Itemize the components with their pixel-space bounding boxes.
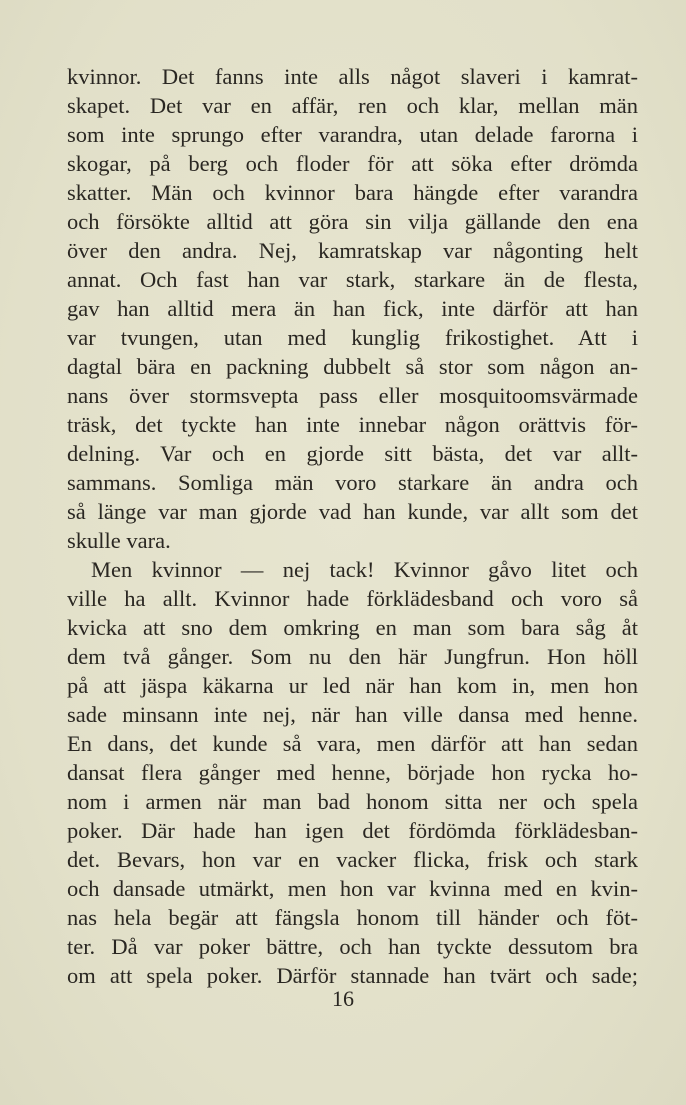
text-line: kvinnor. Det fanns inte alls något slaveri i kamrat- bbox=[67, 64, 638, 89]
text-line: skogar, på berg och floder för att söka efter drömda bbox=[67, 151, 638, 176]
text-line: nas hela begär att fängsla honom till händer och föt- bbox=[67, 905, 638, 930]
text-line: delning. Var och en gjorde sitt bästa, det var allt- bbox=[67, 441, 638, 466]
text-line: nom i armen när man bad honom sitta ner och spela bbox=[67, 789, 638, 814]
text-line: dansat flera gånger med henne, började hon rycka ho- bbox=[67, 760, 638, 785]
text-line: ter. Då var poker bättre, och han tyckte dessutom bra bbox=[67, 934, 638, 959]
text-line: så länge var man gjorde vad han kunde, var allt som det bbox=[67, 499, 638, 524]
text-line: En dans, det kunde så vara, men därför att han sedan bbox=[67, 731, 638, 756]
text-line: skatter. Män och kvinnor bara hängde efter varandra bbox=[67, 180, 638, 205]
text-line: träsk, det tyckte han inte innebar någon orättvis för- bbox=[67, 412, 638, 437]
text-line: om att spela poker. Därför stannade han tvärt och sade; bbox=[67, 963, 638, 988]
text-line: annat. Och fast han var stark, starkare än de flesta, bbox=[67, 267, 638, 292]
text-line: över den andra. Nej, kamratskap var någonting helt bbox=[67, 238, 638, 263]
text-line: dem två gånger. Som nu den här Jungfrun. Hon höll bbox=[67, 644, 638, 669]
page-number: 16 bbox=[332, 986, 354, 1011]
text-line: det. Bevars, hon var en vacker flicka, frisk och stark bbox=[67, 847, 638, 872]
paragraph-end-line: skulle vara. bbox=[67, 528, 171, 553]
text-line: kvicka att sno dem omkring en man som bara såg åt bbox=[67, 615, 638, 640]
text-line: var tvungen, utan med kunglig frikostighet. Att i bbox=[67, 325, 638, 350]
paragraph-start-line: Men kvinnor — nej tack! Kvinnor gåvo litet och bbox=[91, 557, 638, 582]
text-line: som inte sprungo efter varandra, utan delade farorna i bbox=[67, 122, 638, 147]
text-line: ville ha allt. Kvinnor hade förklädesband och voro så bbox=[67, 586, 638, 611]
text-line: nans över stormsvepta pass eller mosquitoomsvärmade bbox=[67, 383, 638, 408]
body-text bbox=[67, 62, 638, 990]
text-line: sammans. Somliga män voro starkare än andra och bbox=[67, 470, 638, 495]
text-line: sade minsann inte nej, när han ville dansa med henne. bbox=[67, 702, 638, 727]
text-line: poker. Där hade han igen det fördömda förklädesban- bbox=[67, 818, 638, 843]
text-line: gav han alltid mera än han fick, inte därför att han bbox=[67, 296, 638, 321]
text-line: på att jäspa käkarna ur led när han kom in, men hon bbox=[67, 673, 638, 698]
text-line: och försökte alltid att göra sin vilja gällande den ena bbox=[67, 209, 638, 234]
text-line: dagtal bära en packning dubbelt så stor som någon an- bbox=[67, 354, 638, 379]
text-line: skapet. Det var en affär, ren och klar, mellan män bbox=[67, 93, 638, 118]
text-line: och dansade utmärkt, men hon var kvinna med en kvin- bbox=[67, 876, 638, 901]
